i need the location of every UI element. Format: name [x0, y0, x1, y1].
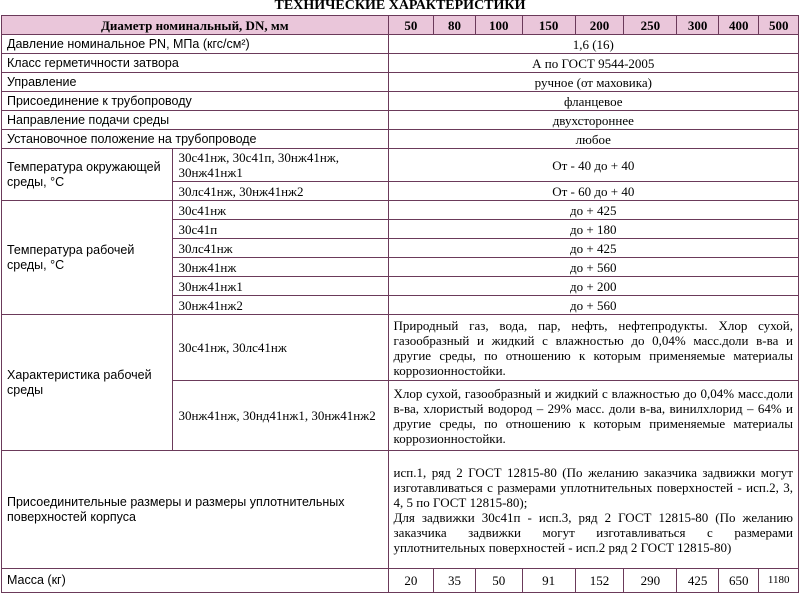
direction-value: двухстороннее [388, 111, 798, 130]
tightness-value: А по ГОСТ 9544-2005 [388, 54, 798, 73]
mass-value-250: 290 [624, 569, 677, 593]
control-label: Управление [2, 73, 389, 92]
header-dn-50: 50 [388, 16, 434, 35]
dimensions-label: Присоединительные размеры и размеры уплотнительных поверхностей корпуса [2, 451, 389, 569]
row-medium-1 [2, 315, 799, 381]
wtemp-value-5: до + 200 [388, 277, 798, 296]
specs-table [1, 15, 799, 593]
header-dn-400: 400 [718, 16, 759, 35]
ambient-value-1: От - 40 до + 40 [388, 149, 798, 182]
mass-value-200: 152 [575, 569, 624, 593]
header-dn-250: 250 [624, 16, 677, 35]
wtemp-model-5: 30нж41нж1 [173, 277, 388, 296]
row-pressure [2, 35, 799, 54]
working-temp-label: Температура рабочей среды, °С [2, 201, 173, 315]
position-label: Установочное положение на трубопроводе [2, 130, 389, 149]
ambient-models-2: 30лс41нж, 30нж41нж2 [173, 182, 388, 201]
wtemp-model-1: 30с41нж [173, 201, 388, 220]
row-wtemp-1 [2, 201, 799, 220]
header-dn-300: 300 [677, 16, 719, 35]
header-dn-label: Диаметр номинальный, DN, мм [2, 16, 389, 35]
dimensions-text [388, 451, 798, 569]
wtemp-value-4: до + 560 [388, 258, 798, 277]
medium-models-2: 30нж41нж, 30нд41нж1, 30нж41нж2 [173, 381, 388, 451]
dimensions-text-1: исп.1, ряд 2 ГОСТ 12815-80 (По желанию заказчика задвижки могут изготавливаться с размерами уплотнительных поверхностей - исп.2, 3, 4, 5 по ГОСТ 12815-80); [393, 464, 793, 510]
page-title: ТЕХНИЧЕСКИЕ ХАРАКТЕРИСТИКИ [274, 0, 526, 13]
wtemp-value-1: до + 425 [388, 201, 798, 220]
direction-label: Направление подачи среды [2, 111, 389, 130]
ambient-models-1: 30с41нж, 30с41п, 30нж41нж, 30нж41нж1 [173, 149, 388, 182]
row-control [2, 73, 799, 92]
ambient-label: Температура окружающей среды, °С [2, 149, 173, 201]
position-value: любое [388, 130, 798, 149]
header-dn-100: 100 [475, 16, 522, 35]
mass-value-100: 50 [475, 569, 522, 593]
row-dimensions [2, 451, 799, 569]
medium-text-1: Природный газ, вода, пар, нефть, нефтепродукты. Хлор сухой, газообразный и жидкий с влажностью до 0,04% масс.доли в-ва и другие среды, по отношению к которым применяемые материалы коррозионностойки. [388, 315, 798, 381]
wtemp-model-6: 30нж41нж2 [173, 296, 388, 315]
wtemp-model-2: 30с41п [173, 220, 388, 239]
row-tightness [2, 54, 799, 73]
wtemp-model-3: 30лс41нж [173, 239, 388, 258]
control-value: ручное (от маховика) [388, 73, 798, 92]
wtemp-value-6: до + 560 [388, 296, 798, 315]
ambient-value-2: От - 60 до + 40 [388, 182, 798, 201]
header-dn-200: 200 [575, 16, 624, 35]
mass-value-50: 20 [388, 569, 434, 593]
row-ambient-1 [2, 149, 799, 182]
mass-value-150: 91 [522, 569, 575, 593]
wtemp-value-2: до + 180 [388, 220, 798, 239]
connection-value: фланцевое [388, 92, 798, 111]
row-connection [2, 92, 799, 111]
medium-text-2: Хлор сухой, газообразный и жидкий с влажностью до 0,04% масс.доли в-ва, хлористый водород – 29% масс. доли в-ва, винилхлорид – 64% и другие среды, по отношению к которым применяемые материалы коррозионностойки. [388, 381, 798, 451]
medium-label: Характеристика рабочей среды [2, 315, 173, 451]
mass-value-400: 650 [718, 569, 759, 593]
row-mass [2, 569, 799, 593]
pressure-value: 1,6 (16) [388, 35, 798, 54]
mass-value-500: 1180 [759, 569, 799, 593]
connection-label: Присоединение к трубопроводу [2, 92, 389, 111]
header-row [2, 16, 799, 35]
wtemp-value-3: до + 425 [388, 239, 798, 258]
dimensions-text-2: Для задвижки 30с41п - исп.3, ряд 2 ГОСТ 12815-80 (По желанию заказчика задвижки могут изготавливаться с размерами уплотнительных поверхностей - исп.2 ряд 2 ГОСТ 12815-80) [393, 509, 793, 555]
header-dn-150: 150 [522, 16, 575, 35]
row-direction [2, 111, 799, 130]
header-dn-80: 80 [434, 16, 476, 35]
row-position [2, 130, 799, 149]
medium-models-1: 30с41нж, 30лс41нж [173, 315, 388, 381]
tightness-label: Класс герметичности затвора [2, 54, 389, 73]
mass-label: Масса (кг) [2, 569, 389, 593]
pressure-label: Давление номинальное PN, МПа (кгс/см²) [2, 35, 389, 54]
mass-value-300: 425 [677, 569, 719, 593]
header-dn-500: 500 [759, 16, 799, 35]
wtemp-model-4: 30нж41нж [173, 258, 388, 277]
mass-value-80: 35 [434, 569, 476, 593]
